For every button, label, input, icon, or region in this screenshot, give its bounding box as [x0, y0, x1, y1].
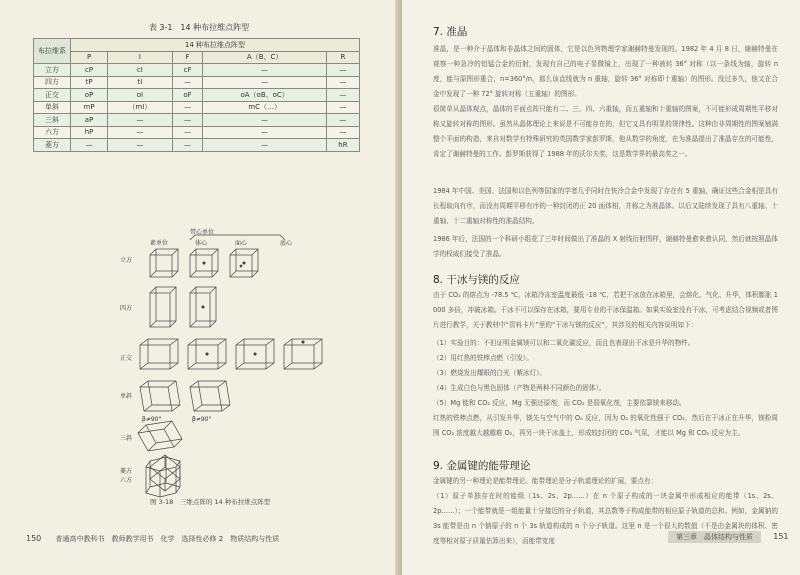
cubic-P-cell	[150, 249, 178, 277]
lattice-cell: cP	[71, 64, 108, 77]
system-cell: 单斜	[34, 101, 71, 114]
row-label: 立方	[120, 257, 133, 264]
list-item: （3）燃烧发出耀眼的白光（紫冰灯）。	[433, 369, 546, 377]
lattice-cell: —	[326, 126, 359, 139]
book-title: 普通高中教科书 教师教学用书 化学 选择性必修 2 物质结构与性质	[55, 535, 280, 543]
col-label: 体心	[195, 240, 208, 247]
row-label: 三斜	[120, 435, 133, 442]
paragraph: 金属键的另一种理论是能带理论。能带理论是分子轨道理论的扩展，要点有：	[433, 477, 658, 485]
row-label: 单斜	[120, 393, 133, 400]
paragraph: 红热的铁棒点燃，从引发升华，镁先与空气中的 O₂ 反应，因为 O₂ 的氧化性强于 CO₂，然后在干冰正在升华，镁粉周围 CO₂ 浓度越大越越难 O₂，再另一块干冰盖上，形成较封闭的 CO₂ 气氛，才能以 Mg 和 CO₂ 反应为主。	[433, 414, 778, 437]
list-item: （1）实验目的：不但证明金属镁可以和二氧化碳反应，而且也表现出干冰是升华的物件。	[433, 339, 695, 347]
table-row	[34, 126, 360, 139]
lattice-cell: oI	[108, 89, 173, 102]
left-page	[0, 0, 398, 575]
table-caption: 表 3-1 14 种布拉维点阵型	[148, 23, 250, 32]
col-label: 素单位	[150, 240, 169, 247]
right-footer	[668, 531, 789, 543]
right-page	[402, 0, 800, 575]
table-group-header: 14 种布拉维点阵型	[71, 39, 360, 52]
row-label: 正交	[120, 355, 133, 362]
table-corner-header: 布拉维系	[34, 39, 71, 64]
lattice-cell: —	[71, 139, 108, 152]
lattice-drawings	[80, 225, 330, 500]
lattice-cell: —	[326, 101, 359, 114]
lattice-cell: cF	[172, 64, 203, 77]
page-number: 150	[26, 534, 42, 543]
lattice-cell: —	[203, 114, 326, 127]
angle-note: β≠90°	[142, 416, 162, 423]
system-cell: 三斜	[34, 114, 71, 127]
tetragonal-I-cell	[190, 287, 216, 327]
bravais-lattice-table	[33, 38, 360, 152]
lattice-cell: —	[326, 89, 359, 102]
list-item: （5）Mg 能和 CO₂ 反应，Mg 无强还原剂，而 CO₂ 是弱氧化剂，主要依靠镁来移动。	[433, 399, 686, 407]
lattice-cell: hP	[71, 126, 108, 139]
lattice-cell: —	[172, 101, 203, 114]
lattice-cell: tP	[71, 76, 108, 89]
paragraph: 准晶，是一种介于晶体和非晶体之间的固体，它是以色列物理学家谢赫特曼发现的。1982 年 4 月 8 日，谢赫特曼在观察一种急冷的铝锰合金的衍射，发现有自己的电子显微镜上，出现了一种被转 36° 对称（以一条线为轴，旋转 n 度，能与原图形重合，n=360°/n，那么该直线就为 n 重轴，旋转 36° 对称即十重轴）的图形。没过多久，他又在合金中发现了一种 72° 旋转对称（五重轴）的图形。	[433, 45, 778, 98]
lattice-figure	[80, 225, 330, 505]
lattice-cell: —	[203, 64, 326, 77]
triclinic-P-cell	[138, 421, 182, 451]
orthorhombic-I-cell	[188, 339, 226, 369]
left-footer	[26, 534, 279, 544]
table-row	[34, 76, 360, 89]
lattice-cell: —	[326, 76, 359, 89]
lattice-cell: —	[172, 76, 203, 89]
lattice-cell: —	[203, 139, 326, 152]
cubic-I-cell	[190, 249, 218, 277]
table-row	[34, 89, 360, 102]
paragraph: 1986 年后，法国的一个科研小组花了三年时间做出了准晶的 X 射线衍射图样，谢赫特曼愈来愈认同，然后就按照晶体学的权威们接受了准晶。	[433, 235, 778, 258]
lattice-cell: tI	[108, 76, 173, 89]
system-cell: 六方	[34, 126, 71, 139]
orthorhombic-F-cell	[236, 339, 274, 369]
page-number: 151	[773, 532, 789, 541]
section-heading: 8. 干冰与镁的反应	[433, 274, 520, 286]
lattice-cell: —	[172, 139, 203, 152]
lattice-cell: —	[203, 76, 326, 89]
chapter-title: 第三章 晶体结构与性质	[668, 531, 761, 543]
column-header: R	[326, 51, 359, 64]
lattice-cell: —	[326, 114, 359, 127]
row-label: 四方	[120, 305, 133, 312]
list-item: （2）用红热的铁棒点燃（引发）。	[433, 354, 533, 362]
lattice-cell: oF	[172, 89, 203, 102]
monoclinic-P-cell	[140, 381, 180, 411]
col-label: 底心	[280, 240, 293, 247]
table-row	[34, 139, 360, 152]
system-cell: 四方	[34, 76, 71, 89]
row-label: 菱方	[120, 468, 133, 475]
section-heading: 9. 金属键的能带理论	[433, 460, 531, 472]
lattice-cell: —	[172, 114, 203, 127]
table-row	[34, 101, 360, 114]
rhombohedral-cell	[148, 453, 182, 493]
col-label: 面心	[235, 240, 248, 247]
lattice-cell: oA（oB、oC）	[203, 89, 326, 102]
column-header: F	[172, 51, 203, 64]
monoclinic-C-cell	[190, 381, 230, 411]
column-header: A（B、C）	[203, 51, 326, 64]
figure-caption: 图 3-18 三维点阵的 14 种布拉维点阵型	[150, 498, 271, 506]
system-cell: 立方	[34, 64, 71, 77]
cubic-F-cell	[230, 249, 258, 277]
paragraph: 很简单从晶体观点，晶体的平面点阵只能有二、三、四、六重轴，而五重轴和十重轴的图案，不可能形成周期性平移对称又旋转对称的图形。虽然从晶体理论上来说是不可能存在的，但它又具有明显的规律性。这种由非周期性的图案铺满整个平面的构造，来自对数学有特殊研究的英国数学家彭罗斯，他从数学的角度，在为准晶提出了准晶存在的可能性，肯定了谢赫特曼的工作。彭罗斯获得了 1988 年的沃尔夫奖，这是数学界的最高奖之一。	[433, 105, 778, 158]
table-row	[34, 114, 360, 127]
lattice-cell: —	[108, 114, 173, 127]
section-heading: 7. 准晶	[433, 26, 468, 38]
paragraph: （1）原子单独存在时的能级（1s、2s、2p……）在 n 个原子构成的一块金属中形成相应的能带（1s、2s、2p……）；一个能带就是一组能量十分接近的分子轨道，其总数等于构成能带的相应原子轨道的总和。例如，金属钠的 3s 能带是由 n 个钠原子的 n 个 3s 轨道构成的 n 个分子轨道。这里 n 是一个很大的数值（不是由金属块的体积、密度等相对原子质量估算出来），而能带宽度	[433, 492, 778, 545]
paragraph: 由于 CO₂ 的熔点为 -78.5 ℃，冰箱冷冻室温度最低 -18 ℃，若把干冰放在冰箱里，会熔化、气化、升华，体积膨胀 1 000 多倍，冲破冰箱。干冰不可以保存在冰箱，要用专业的干冰保温箱。如果实验室没有干冰，可考虑结合视频或者图片进行教学，关于教材中“资料卡片”里的“干冰与镁的反应”，其涉及的相关内容说明如下：	[433, 291, 778, 329]
paragraph: 1984 年中国、美国、法国和以色列等国家的学者几乎同时在快冷合金中发现了存在有 5 重轴，确证这些合金相是具有长程取向有序，而没有周期平移有序的一种封闭的正 20 面体相，并称之为准晶体。以后又陆续发现了具有八重轴、十重轴、十二重轴对称性的准晶结构。	[433, 187, 778, 225]
table-row	[34, 64, 360, 77]
lattice-cell: oP	[71, 89, 108, 102]
lattice-cell: —	[172, 126, 203, 139]
orthorhombic-C-cell	[284, 339, 322, 369]
lattice-cell: mC（…）	[203, 101, 326, 114]
row-label: 六方	[120, 477, 133, 484]
tetragonal-P-cell	[150, 287, 176, 327]
lattice-cell: cI	[108, 64, 173, 77]
lattice-cell: —	[108, 126, 173, 139]
column-header: I	[108, 51, 173, 64]
orthorhombic-P-cell	[140, 339, 178, 369]
lattice-cell: mP	[71, 101, 108, 114]
system-cell: 菱方	[34, 139, 71, 152]
lattice-cell: —	[326, 64, 359, 77]
centered-unit-label: 带心单位	[190, 229, 215, 236]
lattice-cell: aP	[71, 114, 108, 127]
system-cell: 正交	[34, 89, 71, 102]
lattice-cell: hR	[326, 139, 359, 152]
lattice-cell: —	[203, 126, 326, 139]
list-item: （4）生成白色与黑色固体（产物是两种不同颜色的固体）。	[433, 384, 606, 392]
angle-note: β≠90°	[192, 416, 212, 423]
lattice-cell: —	[108, 139, 173, 152]
column-header: P	[71, 51, 108, 64]
lattice-cell: （mI）	[108, 101, 173, 114]
